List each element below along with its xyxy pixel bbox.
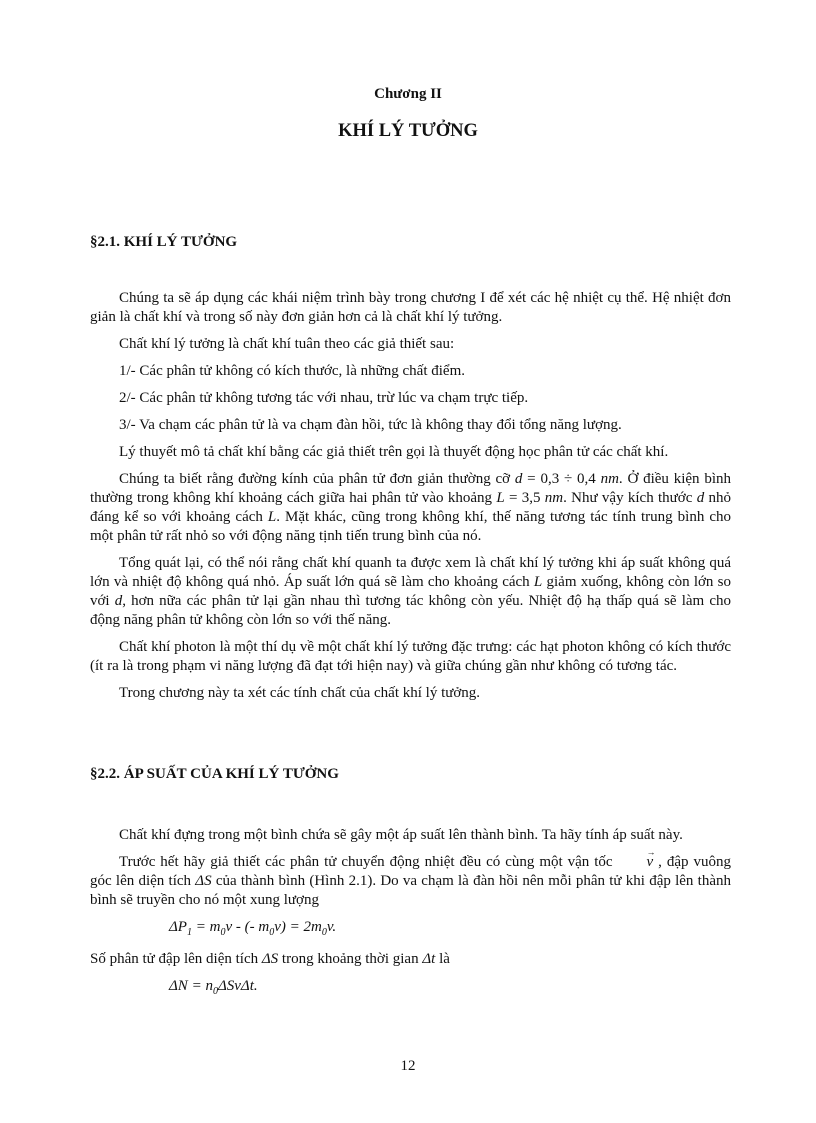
paragraph: Chất khí đựng trong một bình chứa sẽ gây một áp suất lên thành bình. Ta hãy tính áp suất này. [119,827,683,843]
chapter-label: Chương II [374,86,442,102]
section-2-2-body [90,826,731,1009]
list-item: 1/- Các phân tử không có kích thước, là những chất điểm. [119,363,465,379]
page-number: 12 [400,1058,416,1074]
equation-momentum: $\Delta P_1 = m_0v$ - (- $m_0v) = 2m_0v$. [169,919,337,938]
section-2-2-heading: §2.2. ÁP SUẤT CỦA KHÍ LÝ TƯỞNG [90,766,339,782]
section-2-1-heading: §2.1. KHÍ LÝ TƯỞNG [90,234,238,250]
equation-collisions: $\Delta N = n_0\Delta Sv\Delta t$. [169,978,258,997]
paragraph: Tổng quát lại, có thể nói rằng chất khí quanh ta được xem là chất khí lý tưởng khi áp suất không quá lớn và nhiệt độ không quá nhỏ. Áp suất lớn quá sẽ làm cho khoảng cách L giảm xuống, không còn lớn so với d, hơn nữa các phân tử lại gần nhau thì tương tác không còn yếu. Nhiệt độ hạ thấp quá sẽ làm cho động năng phân tử không còn lớn so với thế năng. [90,555,732,628]
section-2-1-body [90,289,731,711]
paragraph: Số phân tử đập lên diện tích ΔS trong khoảng thời gian Δt là [90,951,450,967]
velocity-vector: → v [618,853,654,872]
paragraph: Chất khí lý tưởng là chất khí tuân theo các giả thiết sau: [119,336,455,352]
list-item: 3/- Va chạm các phân tử là va chạm đàn hồi, tức là không thay đổi tổng năng lượng. [119,417,622,433]
paragraph: Lý thuyết mô tả chất khí bằng các giả thiết trên gọi là thuyết động học phân tử các chất khí. [119,444,669,460]
chapter-title: KHÍ LÝ TƯỞNG [338,121,478,141]
paragraph: Trước hết hãy giả thiết các phân tử chuyển động nhiệt đều có cùng một vận tốc → v , đập vuông góc lên diện tích ΔS của thành bình (Hình 2.1). Do va chạm là đàn hồi nên mỗi phân tử khi đập lên thành bình sẽ truyền cho nó một xung lượng [90,853,731,910]
paragraph: Chúng ta sẽ áp dụng các khái niệm trình bày trong chương I để xét các hệ nhiệt cụ thể. Hệ nhiệt đơn giản là chất khí và trong số này đơn giản hơn cả là chất khí lý tưởng. [90,290,731,325]
paragraph: Trong chương này ta xét các tính chất của chất khí lý tưởng. [119,685,481,701]
paragraph: Chúng ta biết rằng đường kính của phân tử đơn giản thường cỡ d = 0,3 ÷ 0,4 nm. Ở điều kiện bình thường trong không khí khoảng cách giữa hai phân tử vào khoảng L = 3,5 nm. Như vậy kích thước d nhỏ đáng kể so với khoảng cách L. Mặt khác, cũng trong không khí, thế năng tương tác tính trung bình cho một phân tử rất nhỏ so với động năng tịnh tiến trung bình của nó. [90,471,732,544]
paragraph: Chất khí photon là một thí dụ về một chất khí lý tưởng đặc trưng: các hạt photon không có kích thước (ít ra là trong phạm vi năng lượng đã đạt tới hiện nay) và giữa chúng gần như không có tương tác. [90,639,731,674]
list-item: 2/- Các phân tử không tương tác với nhau, trừ lúc va chạm trực tiếp. [119,390,529,406]
